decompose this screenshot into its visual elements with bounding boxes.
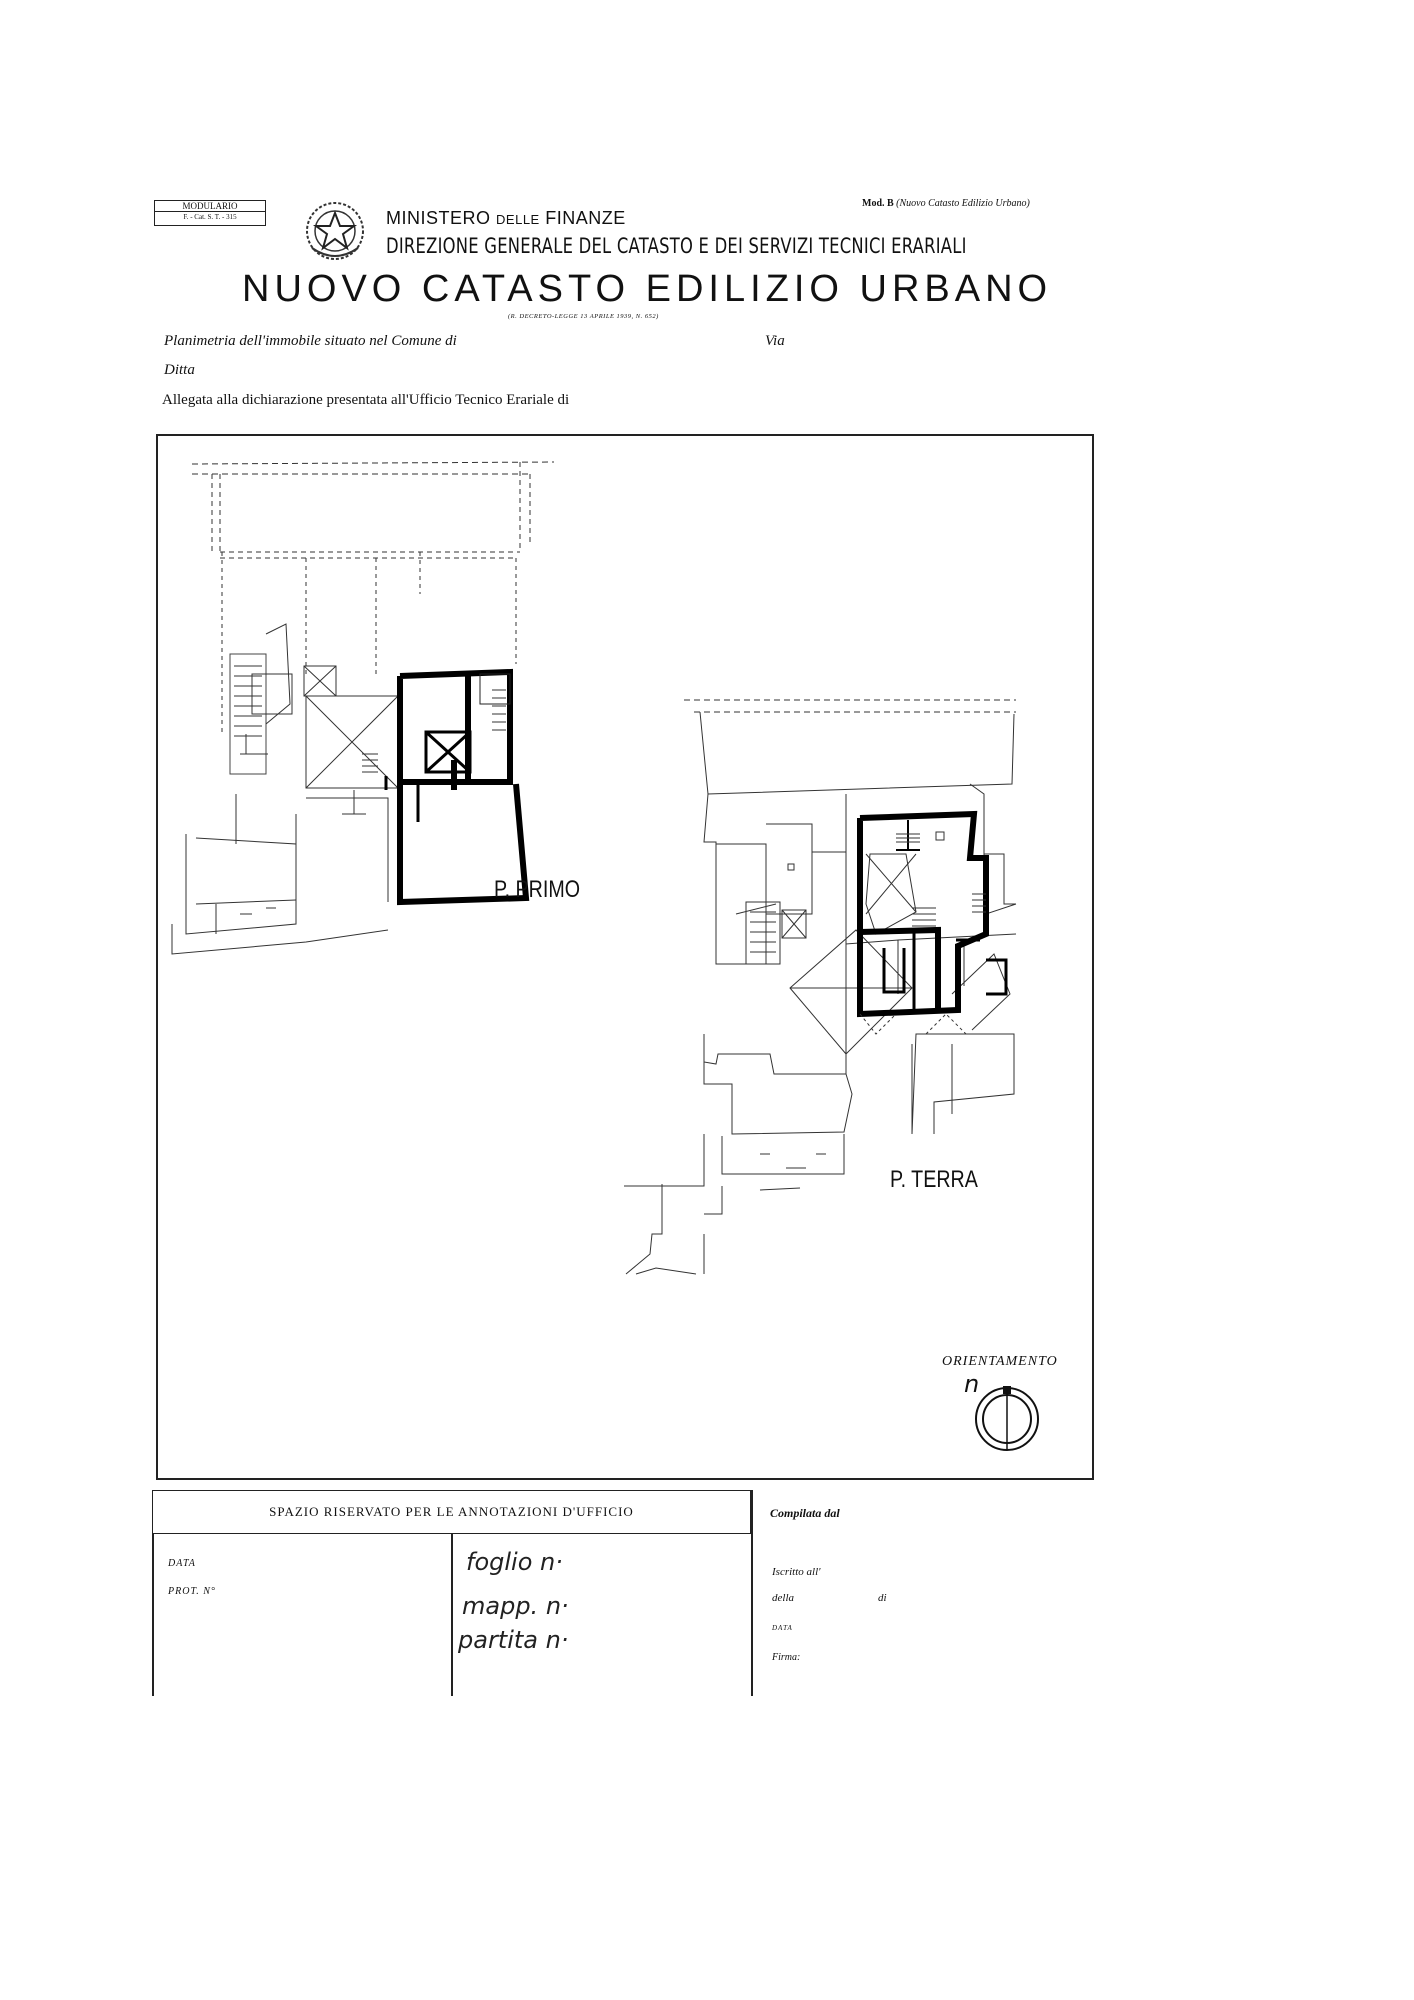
label-piano-primo: P. PRIMO	[494, 876, 581, 903]
emblem-icon	[304, 198, 366, 264]
form-divider-middle	[451, 1534, 453, 1696]
orientamento-label: ORIENTAMENTO	[942, 1354, 1058, 1369]
prot-label: PROT. N°	[168, 1586, 216, 1597]
form-divider-right	[751, 1490, 753, 1696]
ministero-heading	[386, 208, 626, 229]
mod-b-note	[862, 198, 1030, 209]
di-label: di	[878, 1592, 887, 1604]
data-label: DATA	[168, 1558, 196, 1569]
finanze-word: FINANZE	[545, 208, 626, 228]
data-label-right: DATA	[772, 1624, 793, 1632]
ministero-word: MINISTERO	[386, 208, 491, 228]
mod-b-detail: (Nuovo Catasto Edilizio Urbano)	[896, 198, 1030, 209]
compass-icon	[972, 1384, 1042, 1454]
firma-label: Firma:	[772, 1652, 801, 1663]
foglio-handwritten: foglio n·	[466, 1548, 563, 1576]
modulario-label: MODULARIO	[182, 201, 238, 211]
partita-handwritten: partita n·	[458, 1626, 569, 1654]
floor-plan-drawing	[156, 434, 1094, 1480]
mapp-handwritten: mapp. n·	[462, 1592, 569, 1620]
ditta-label: Ditta	[164, 362, 195, 378]
modulario-code: F. - Cat. S. T. - 315	[155, 211, 265, 222]
compilata-label: Compilata dal	[770, 1506, 840, 1520]
planimetria-label: Planimetria dell'immobile situato nel Comune di	[164, 333, 457, 349]
della-label: della	[772, 1592, 794, 1604]
modulario-box	[154, 200, 266, 226]
via-label: Via	[765, 333, 785, 349]
north-mark: n	[964, 1370, 980, 1398]
delle-word: DELLE	[496, 212, 540, 227]
annotazioni-header: SPAZIO RISERVATO PER LE ANNOTAZIONI D'UFFICIO	[152, 1490, 751, 1534]
label-piano-terra: P. TERRA	[890, 1166, 978, 1193]
iscritto-label: Iscritto all'	[772, 1566, 821, 1578]
allegata-label: Allegata alla dichiarazione presentata all'Ufficio Tecnico Erariale di	[162, 392, 570, 408]
form-divider-left	[152, 1534, 154, 1696]
mod-b-prefix: Mod. B	[862, 198, 894, 209]
page-title: NUOVO CATASTO EDILIZIO URBANO	[242, 268, 1053, 310]
direzione-heading: DIREZIONE GENERALE DEL CATASTO E DEI SERVIZI TECNICI ERARIALI	[386, 234, 967, 258]
decreto-note: (R. DECRETO-LEGGE 13 APRILE 1939, N. 652)	[508, 313, 659, 320]
